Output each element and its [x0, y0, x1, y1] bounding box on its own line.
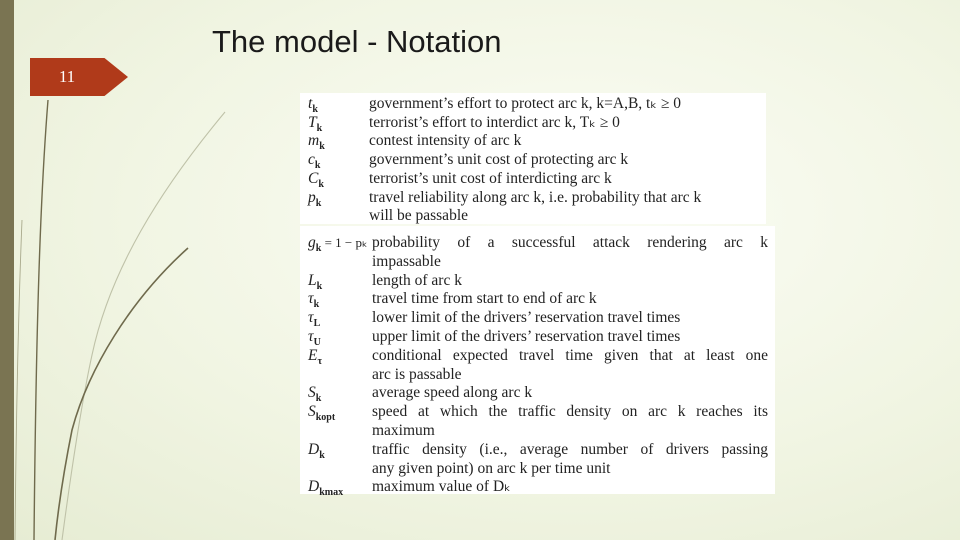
- notation-symbol: $T_k$: [308, 113, 323, 134]
- slide-number: 11: [58, 67, 76, 86]
- notation-symbol: $\tau_k$: [308, 290, 320, 311]
- notation-symbol: $\tau_U$: [308, 328, 321, 349]
- slide-title: The model - Notation: [212, 24, 502, 59]
- notation-description: terrorist’s unit cost of interdicting arc k: [369, 169, 612, 187]
- notation-symbol: $t_k$: [308, 95, 318, 116]
- notation-symbol: $g_k = 1 - p_k$: [308, 234, 368, 255]
- notation-table-bottom: [300, 226, 775, 499]
- notation-description: travel time from start to end of arc k: [372, 290, 597, 308]
- notation-description: upper limit of the drivers’ reservation travel times: [372, 328, 681, 345]
- notation-description: government’s effort to protect arc k, k=A,B, tₖ ≥ 0: [369, 95, 681, 112]
- notation-symbol: $m_k$: [308, 132, 325, 153]
- notation-symbol: $c_k$: [308, 151, 321, 172]
- notation-description: maximum: [372, 422, 435, 439]
- notation-description: probability of a successful attack rendering arc k: [372, 234, 768, 251]
- notation-description: lower limit of the drivers’ reservation travel times: [372, 309, 681, 327]
- notation-description: contest intensity of arc k: [369, 132, 522, 150]
- notation-table-top: [300, 93, 766, 224]
- notation-description: will be passable: [369, 207, 469, 225]
- notation-description: speed at which the traffic density on arc k reaches its: [372, 403, 768, 421]
- notation-description: impassable: [372, 252, 441, 270]
- notation-symbol: $D_k$: [308, 440, 325, 461]
- notation-description: government’s unit cost of protecting arc k: [369, 151, 629, 169]
- notation-description: maximum value of Dₖ: [372, 478, 511, 496]
- notation-description: travel reliability along arc k, i.e. probability that arc k: [369, 188, 702, 206]
- notation-description: conditional expected travel time given that at least one: [372, 346, 768, 364]
- notation-description: terrorist’s effort to interdict arc k, Tₖ ≥ 0: [369, 113, 620, 131]
- notation-symbol: $S_k$: [308, 384, 322, 405]
- notation-description: length of arc k: [372, 271, 462, 289]
- notation-description: traffic density (i.e., average number of drivers passing: [372, 440, 768, 458]
- notation-description: average speed along arc k: [372, 384, 533, 402]
- notation-symbol: $S_{kopt}$: [308, 403, 336, 424]
- notation-description: arc is passable: [372, 365, 462, 383]
- notation-symbol: $L_k$: [308, 271, 323, 292]
- notation-symbol: $D_{kmax}$: [308, 478, 344, 499]
- notation-symbol: $p_k$: [308, 188, 322, 209]
- notation-symbol: $C_k$: [308, 169, 324, 190]
- notation-symbol: $\tau_L$: [308, 309, 321, 330]
- notation-symbol: $E_\tau$: [308, 346, 323, 367]
- notation-description: any given point) on arc k per time unit: [372, 459, 611, 477]
